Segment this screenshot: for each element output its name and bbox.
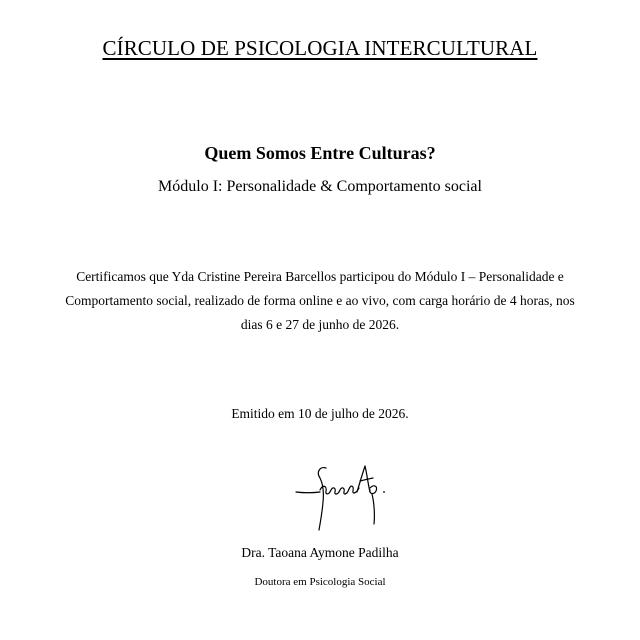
- signer-name: Dra. Taoana Aymone Padilha: [241, 545, 399, 560]
- organization-title: CÍRCULO DE PSICOLOGIA INTERCULTURAL: [102, 36, 538, 60]
- certificate-body-text: Certificamos que Yda Cristine Pereira Barcellos participou do Módulo I – Personalidade e Comportamento social, realizado de forma online e ao vivo, com carga horário de 4 horas, nos dias 6 e 27 de junho de 2026.: [65, 269, 575, 332]
- signature-icon: [290, 462, 390, 534]
- course-title: Quem Somos Entre Culturas?: [204, 143, 436, 163]
- issue-date: Emitido em 10 de julho de 2026.: [231, 406, 409, 421]
- module-title: Módulo I: Personalidade & Comportamento social: [158, 178, 482, 195]
- signer-title: Doutora em Psicologia Social: [254, 576, 386, 588]
